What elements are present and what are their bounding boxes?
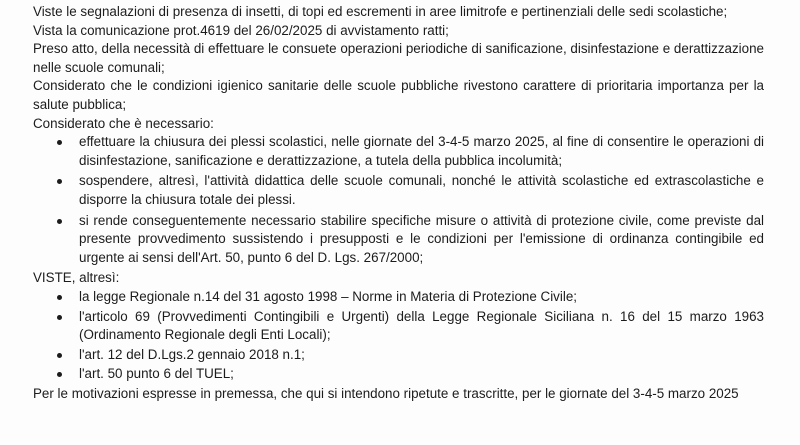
viste-list (33, 288, 764, 384)
bullet-icon (57, 295, 62, 300)
necessario-list (33, 133, 764, 267)
viste-heading: VISTE, altresì: (33, 270, 120, 286)
list-item-text: l'art. 50 punto 6 del TUEL; (79, 366, 234, 382)
list-item (33, 172, 764, 209)
bullet-icon (57, 179, 62, 184)
bullet-icon (57, 140, 62, 145)
list-item-text: l'art. 12 del D.Lgs.2 gennaio 2018 n.1; (79, 346, 305, 362)
list-item-text: sospendere, altresì, l'attività didattica delle scuole comunali, nonché le attività scolastiche ed extrascolastiche e disporre la chiusura totale dei plessi. (79, 173, 764, 207)
list-item-text: si rende conseguentemente necessario stabilire specifiche misure o attività di protezione civile, come previste dal presente provvedimento sussistendo i presupposti e le condizioni per l'emissione di ordinanza contingibile ed urgente ai sensi dell'Art. 50, punto 6 del D. Lgs. 267/2000; (79, 212, 764, 265)
paragraph-preso-atto: Preso atto, della necessità di effettuare le consuete operazioni periodiche di sanificazione, disinfestazione e derattizzazione nelle scuole comunali; (33, 41, 764, 75)
list-item (33, 346, 764, 365)
ordinance-text (33, 3, 764, 403)
bullet-icon (57, 372, 62, 377)
list-item-text: effettuare la chiusura dei plessi scolastici, nelle giornate del 3-4-5 marzo 2025, al fine di consentire le operazioni di disinfestazione, sanificazione e derattizzazione, a tutela della pubblica incolumità; (79, 134, 764, 168)
list-item (33, 308, 764, 345)
list-item (33, 133, 764, 170)
paragraph-motivazioni: Per le motivazioni espresse in premessa, che qui si intendono ripetute e trascritte, per le giornate del 3-4-5 marzo 2025 (33, 385, 739, 401)
list-item (33, 288, 764, 307)
bullet-icon (57, 353, 62, 358)
paragraph-segnalazioni: Viste le segnalazioni di presenza di insetti, di topi ed escrementi in aree limitrofe e pertinenziali delle sedi scolastiche; (33, 4, 728, 19)
paragraph-considerato-necessario: Considerato che è necessario: (33, 115, 214, 131)
list-item (33, 365, 764, 384)
paragraph-condizioni-igienico: Considerato che le condizioni igienico sanitarie delle scuole pubbliche rivestono carattere di prioritaria importanza per la salute pubblica; (33, 78, 764, 112)
list-item-text: l'articolo 69 (Provvedimenti Contingibili e Urgenti) della Legge Regionale Siciliana n. 16 del 15 marzo 1963 (Ordinamento Regionale degli Enti Locali); (79, 308, 764, 343)
bullet-icon (57, 219, 62, 224)
list-item-text: la legge Regionale n.14 del 31 agosto 1998 – Norme in Materia di Protezione Civile; (79, 288, 577, 304)
bullet-icon (57, 315, 62, 320)
paragraph-comunicazione: Vista la comunicazione prot.4619 del 26/02/2025 di avvistamento ratti; (33, 22, 449, 38)
list-item (33, 212, 764, 268)
